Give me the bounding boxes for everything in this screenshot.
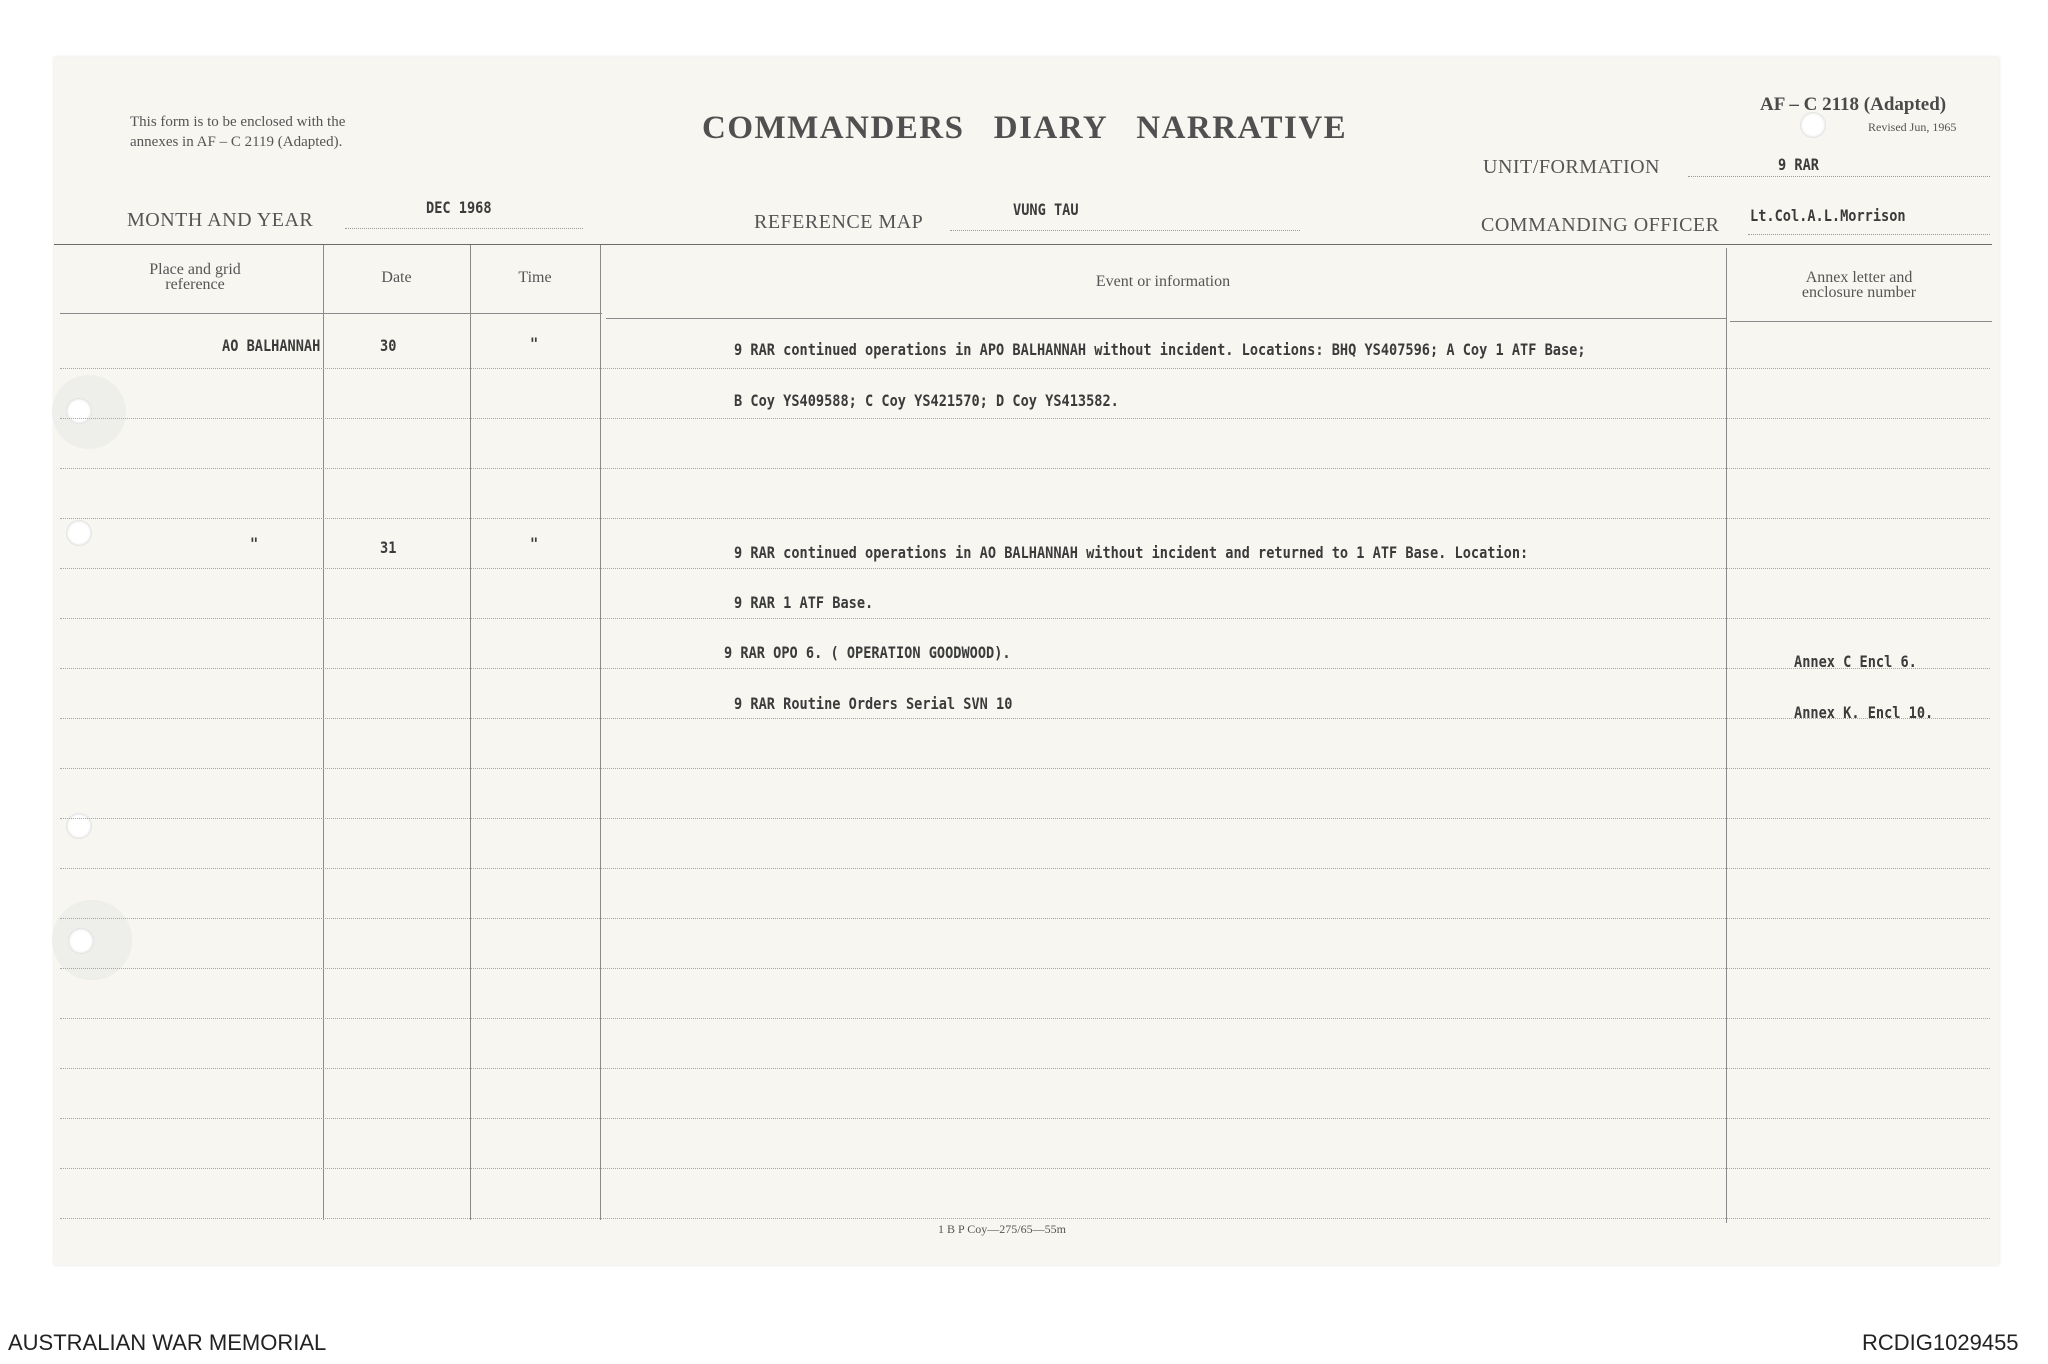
row-rule	[60, 818, 1990, 819]
month-year-field-line	[345, 228, 583, 229]
month-year-label: MONTH AND YEAR	[127, 209, 314, 231]
column-header-annex	[1726, 270, 1992, 300]
entry-place: AO BALHANNAH	[222, 336, 321, 355]
column-header-event: Event or information	[1095, 273, 1231, 290]
row-rule	[60, 418, 1990, 419]
row-rule	[60, 1168, 1990, 1169]
row-rule	[60, 1068, 1990, 1069]
reference-map-value: VUNG TAU	[1013, 200, 1079, 219]
column-header-line: Annex letter and	[1805, 269, 1913, 286]
column-header-line: enclosure number	[1801, 284, 1917, 301]
annex-reference: Annex C Encl 6.	[1794, 652, 1917, 671]
row-rule	[60, 968, 1990, 969]
punch-hole	[68, 928, 94, 954]
entry-time: "	[530, 534, 539, 553]
unit-value: 9 RAR	[1778, 155, 1819, 174]
commanding-officer-label: COMMANDING OFFICER	[1481, 214, 1720, 236]
diary-form-sheet	[54, 57, 1999, 1265]
entry-text-line: 9 RAR 1 ATF Base.	[734, 593, 874, 612]
table-top-border	[54, 244, 1992, 245]
row-rule	[60, 568, 1990, 569]
reference-map-label: REFERENCE MAP	[754, 211, 924, 233]
row-rule	[60, 1118, 1990, 1119]
unit-field-line	[1688, 176, 1990, 177]
row-rule	[60, 368, 1990, 369]
row-rule	[60, 468, 1990, 469]
entry-place: "	[250, 534, 259, 553]
printer-imprint: 1 B P Coy—275/65—55m	[938, 1222, 1066, 1236]
entry-text-line: 9 RAR continued operations in APO BALHANNAH without incident. Locations: BHQ YS407596; A Coy 1 ATF Base;	[734, 340, 1586, 359]
row-rule	[60, 718, 1990, 719]
enclosure-text: 9 RAR Routine Orders Serial SVN 10	[734, 694, 1013, 713]
punch-hole	[66, 398, 92, 424]
month-year-value: DEC 1968	[426, 198, 492, 217]
entry-time: "	[530, 334, 539, 353]
row-rule	[60, 1018, 1990, 1019]
page-title: COMMANDERS DIARY NARRATIVE	[702, 110, 1348, 146]
unit-label: UNIT/FORMATION	[1483, 156, 1660, 178]
column-divider	[1726, 248, 1727, 1223]
commanding-officer-value: Lt.Col.A.L.Morrison	[1750, 206, 1906, 225]
footer-record-id: RCDIG1029455	[1862, 1330, 2019, 1355]
punch-hole	[66, 520, 92, 546]
footer-institution: AUSTRALIAN WAR MEMORIAL	[8, 1330, 327, 1355]
row-rule	[60, 918, 1990, 919]
column-divider	[323, 245, 324, 1220]
header-underline	[606, 318, 1726, 319]
enclosure-note-line: This form is to be enclosed with the	[130, 114, 346, 130]
row-rule	[60, 668, 1990, 669]
entry-text-line: 9 RAR continued operations in AO BALHANNAH without incident and returned to 1 ATF Base. Location:	[734, 543, 1529, 562]
row-rule	[60, 768, 1990, 769]
column-header-date: Date	[381, 269, 412, 286]
enclosure-note	[130, 112, 345, 152]
revision-date: Revised Jun, 1965	[1868, 120, 1957, 134]
row-rule	[60, 1218, 1990, 1219]
header-underline	[60, 313, 602, 314]
header-underline	[1730, 321, 1992, 322]
entry-text-line: B Coy YS409588; C Coy YS421570; D Coy YS413582.	[734, 391, 1119, 410]
column-divider	[600, 245, 601, 1220]
annex-reference: Annex K. Encl 10.	[1794, 703, 1934, 722]
enclosure-text: 9 RAR OPO 6. ( OPERATION GOODWOOD).	[724, 643, 1011, 662]
column-header-place	[70, 262, 320, 292]
commanding-officer-field-line	[1748, 234, 1990, 235]
row-rule	[60, 868, 1990, 869]
row-rule	[60, 518, 1990, 519]
enclosure-note-line: annexes in AF – C 2119 (Adapted).	[130, 134, 343, 150]
column-divider	[470, 245, 471, 1220]
entry-date: 30	[380, 336, 397, 355]
entry-date: 31	[380, 538, 397, 557]
punch-hole	[66, 813, 92, 839]
column-header-time: Time	[518, 269, 552, 286]
reference-map-field-line	[950, 230, 1300, 231]
form-number: AF – C 2118 (Adapted)	[1760, 94, 1947, 115]
row-rule	[60, 618, 1990, 619]
column-header-line: reference	[165, 276, 225, 293]
column-header-line: Place and grid	[149, 261, 241, 278]
